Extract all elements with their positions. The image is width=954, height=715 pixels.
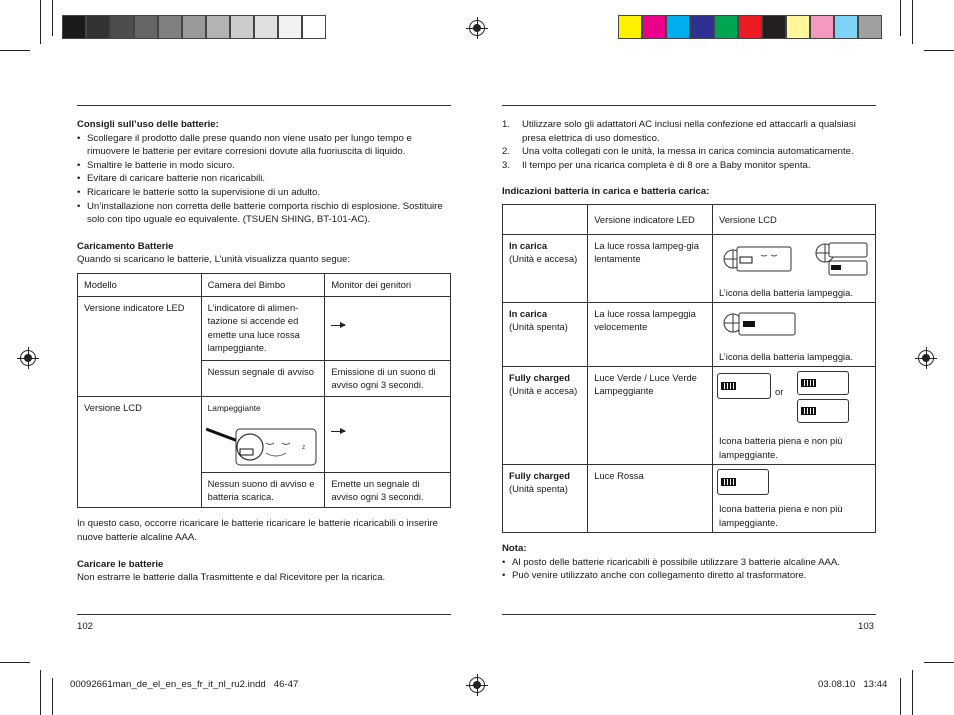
- table-cell: [712, 367, 875, 465]
- color-swatch: [86, 15, 110, 39]
- color-swatch: [254, 15, 278, 39]
- charging-indications-table: [502, 204, 876, 533]
- table-cell: In carica (Unità e accesa): [503, 235, 588, 303]
- table-header: [503, 205, 588, 235]
- list-item: • Ricaricare le batterie sotto la supervisione di un adulto.: [77, 186, 451, 200]
- note-title: Nota:: [502, 543, 527, 555]
- crop-mark: [52, 678, 53, 715]
- color-swatch: [834, 15, 858, 39]
- gray-color-bar: [62, 15, 326, 39]
- crop-mark: [40, 0, 41, 44]
- table-header: Modello: [78, 274, 202, 297]
- left-page: [77, 118, 451, 585]
- color-swatch: [110, 15, 134, 39]
- table-header: Versione LCD: [712, 205, 875, 235]
- list-item: 1. Utilizzare solo gli adattatori AC inclusi nella confezione ed attaccarli a qualsiasi presa elettrica di uso domestico.: [502, 119, 856, 144]
- svg-text:z: z: [301, 443, 305, 451]
- bottom-rule-left: [77, 614, 451, 615]
- recharge-title: Caricare le batterie: [77, 558, 164, 570]
- table-cell: [201, 396, 325, 472]
- table-cell: Versione indicatore LED: [78, 297, 202, 361]
- table-cell: L’indicatore di alimen-tazione si accende ed emette una luce rossa lampeggiante.: [201, 297, 325, 361]
- list-item: • Può venire utilizzato anche con collegamento diretto al trasformatore.: [502, 569, 876, 583]
- lcd-full-on-display-alt: [797, 371, 849, 395]
- indications-title: Indicazioni batteria in carica e batteria carica:: [502, 186, 710, 198]
- color-swatch: [230, 15, 254, 39]
- registration-mark-icon: [469, 20, 485, 36]
- or-label: or: [774, 386, 784, 398]
- color-swatch: [134, 15, 158, 39]
- blinking-caption: Lampeggiante: [207, 402, 261, 413]
- color-swatch: [302, 15, 326, 39]
- registration-mark-icon: [20, 350, 36, 366]
- crop-mark: [40, 670, 41, 715]
- lcd-full-on-display: [717, 373, 771, 399]
- low-battery-table: [77, 273, 451, 508]
- registration-mark-icon: [918, 350, 934, 366]
- table-cell: La luce rossa lampeg-gia lentamente: [588, 235, 713, 303]
- crop-mark: [52, 0, 53, 36]
- color-swatch: [182, 15, 206, 39]
- arrow-icon: [331, 431, 345, 432]
- list-item: • Al posto delle batterie ricaricabili è possibile utilizzare 3 batterie alcaline AAA.: [502, 556, 876, 570]
- after-table-text: In questo caso, occorre ricaricare le batterie ricaricare le batterie ricaricabili o inserire nuove batterie alcaline AAA.: [77, 518, 438, 544]
- color-swatch: [278, 15, 302, 39]
- table-cell: Luce Verde / Luce Verde Lampeggiante: [588, 367, 713, 465]
- crop-mark: [900, 0, 901, 36]
- charging-steps: [502, 118, 876, 172]
- table-cell: Nessun suono di avviso e batteria scarica.: [201, 472, 325, 508]
- lcd-low-battery-illustration: [206, 421, 318, 469]
- crop-mark: [912, 0, 913, 44]
- footer-date: 03.08.10 13:44: [818, 679, 888, 690]
- lcd-full-on-display-alt2: [797, 399, 849, 423]
- lcd-charging-on-illustration: [719, 241, 869, 281]
- arrow-icon: [331, 325, 345, 326]
- table-cell: Fully charged (Unità e accesa): [503, 367, 588, 465]
- registration-mark-icon: [469, 677, 485, 693]
- table-header: Versione indicatore LED: [588, 205, 713, 235]
- crop-mark: [0, 662, 30, 663]
- lcd-caption: Icona batteria piena e non più lampeggiante.: [718, 435, 843, 460]
- lcd-caption: L’icona della batteria lampeggia.: [718, 286, 853, 298]
- right-page: [502, 118, 876, 583]
- lcd-full-off-display: [717, 469, 769, 495]
- color-swatch: [858, 15, 882, 39]
- list-item: • Un’installazione non corretta delle batterie comporta rischio di esplosione. Sostituire solo con tipo uguale eo equivalente. (TSUEN SHING, BT-101-AC).: [77, 200, 451, 227]
- color-swatch: [62, 15, 86, 39]
- table-cell: [325, 297, 451, 361]
- table-cell: Luce Rossa: [588, 465, 713, 533]
- top-rule-left: [77, 105, 451, 106]
- color-swatch: [158, 15, 182, 39]
- color-swatch: [810, 15, 834, 39]
- table-cell: Emette un segnale di avviso ogni 3 secondi.: [325, 472, 451, 508]
- color-swatch: [618, 15, 642, 39]
- list-item: • Scollegare il prodotto dalle prese quando non viene usato per lungo tempo e rimuovere le batterie per evitare corresioni dovute alla fuoriuscita di liquido.: [77, 132, 451, 159]
- table-cell: [78, 361, 202, 397]
- charging-intro: Quando si scaricano le batterie, L’unità visualizza quanto segue:: [77, 254, 351, 266]
- bottom-rule-right: [502, 614, 876, 615]
- lcd-charging-off-illustration: [719, 309, 799, 339]
- crop-mark: [0, 50, 30, 51]
- list-item: 3. Il tempo per una ricarica completa è di 8 ore a Baby monitor spenta.: [502, 159, 811, 171]
- color-swatch: [642, 15, 666, 39]
- footer-filename: 00092661man_de_el_en_es_fr_it_nl_ru2.indd 46-47: [70, 679, 299, 690]
- page-number-left: 102: [77, 621, 94, 632]
- color-swatch: [786, 15, 810, 39]
- table-header: Camera del Bimbo: [201, 274, 325, 297]
- table-cell: La luce rossa lampeggia velocemente: [588, 303, 713, 367]
- color-swatch: [666, 15, 690, 39]
- crop-mark: [924, 662, 954, 663]
- table-cell: Fully charged (Unità spenta): [503, 465, 588, 533]
- table-header: Monitor dei genitori: [325, 274, 451, 297]
- color-swatch: [714, 15, 738, 39]
- notes-list: [502, 556, 876, 583]
- crop-mark: [900, 678, 901, 715]
- table-cell: [325, 396, 451, 472]
- lcd-caption: Icona batteria piena e non più lampeggiante.: [718, 503, 843, 528]
- table-cell: Versione LCD: [78, 396, 202, 472]
- crop-mark: [912, 670, 913, 715]
- top-rule-right: [502, 105, 876, 106]
- crop-mark: [924, 50, 954, 51]
- list-item: • Evitare di caricare batterie non ricaricabili.: [77, 172, 451, 186]
- table-cell: In carica (Unità spenta): [503, 303, 588, 367]
- process-color-bar: [618, 15, 882, 39]
- battery-tips-list: [77, 132, 451, 227]
- page-number-right: 103: [858, 621, 875, 632]
- list-item: 2. Una volta collegati con le unità, la messa in carica comincia automaticamente.: [502, 146, 854, 158]
- lcd-caption: L’icona della batteria lampeggia.: [718, 350, 853, 362]
- color-swatch: [690, 15, 714, 39]
- recharge-text: Non estrarre le batterie dalla Trasmittente e dal Ricevitore per la ricarica.: [77, 572, 386, 584]
- table-cell: Nessun segnale di avviso: [201, 361, 325, 397]
- charging-title: Caricamento Batterie: [77, 240, 174, 252]
- list-item: • Smaltire le batterie in modo sicuro.: [77, 159, 451, 173]
- table-cell: [712, 303, 875, 367]
- table-cell: Emissione di un suono di avviso ogni 3 secondi.: [325, 361, 451, 397]
- table-cell: [712, 235, 875, 303]
- table-cell: [712, 465, 875, 533]
- color-swatch: [738, 15, 762, 39]
- color-swatch: [762, 15, 786, 39]
- battery-tips-title: Consigli sull’uso delle batterie:: [77, 119, 219, 130]
- color-swatch: [206, 15, 230, 39]
- table-cell: [78, 472, 202, 508]
